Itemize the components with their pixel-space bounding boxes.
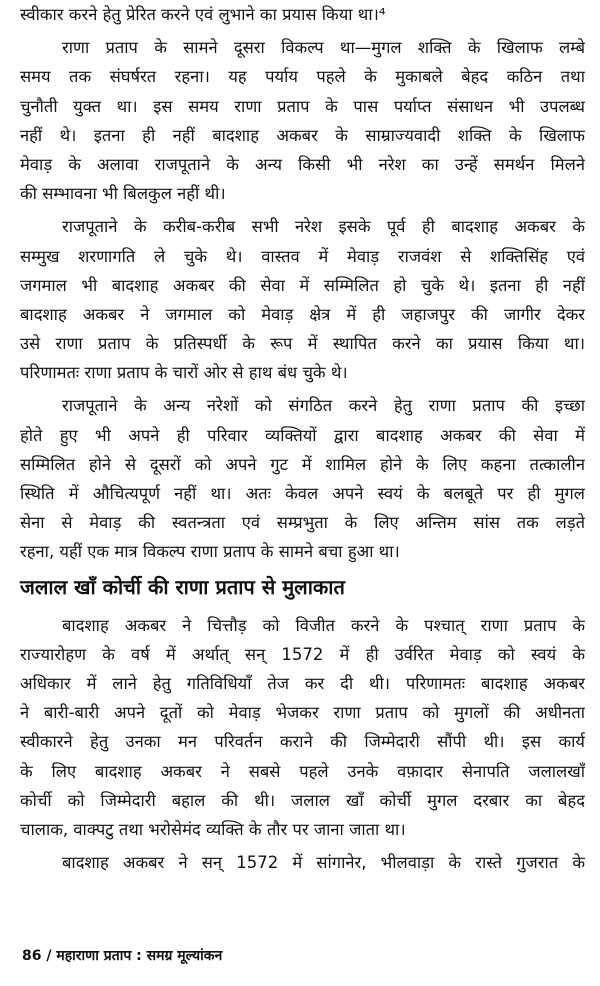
body-text-bottom bbox=[20, 611, 585, 878]
text-line: स्वीकारने हेतु उनका मन परिवर्तन कराने की जिम्मेदारी सौंपी थी। इस कार्य bbox=[20, 732, 585, 752]
text-line: चुनौती युक्त था। इस समय राणा प्रताप के पास पर्याप्त संसाधन भी उपलब्ध bbox=[20, 96, 585, 116]
text-line: समय तक संघर्षरत रहना। यह पर्याय पहले के मुकाबले बेहद कठिन तथा bbox=[20, 67, 585, 87]
text-line: जगमाल भी बादशाह अकबर की सेवा में सम्मिलित हो चुके थे। इतना ही नहीं bbox=[20, 275, 585, 295]
text-line: स्थिति में औचित्यपूर्ण नहीं था। अतः केवल अपने स्वयं के बलबूते पर ही मुगल bbox=[20, 484, 585, 503]
text-line: कोर्ची को जिम्मेदारी बहाल की थी। जलाल खाँ कोर्ची मुगल दरबार का बेहद bbox=[20, 790, 585, 810]
text-line: चालाक, वाक्पटु तथा भरोसेमंद व्यक्ति के तौर पर जाना जाता था। bbox=[20, 819, 406, 839]
text-line: बादशाह अकबर ने सन् 1572 में सांगानेर, भीलवाड़ा के रास्ते गुजरात के bbox=[62, 853, 585, 873]
paragraph bbox=[20, 391, 585, 566]
paragraph bbox=[20, 33, 585, 208]
section-heading: जलाल खाँ कोर्ची की राणा प्रताप से मुलाकात bbox=[20, 574, 345, 599]
text-line: की सम्भावना भी बिलकुल नहीं थी। bbox=[20, 184, 226, 204]
text-line: सेना से मेवाड़ की स्वतन्त्रता एवं सम्प्रभुता के लिए अन्तिम सांस तक लड़ते bbox=[20, 513, 585, 533]
text-line: बादशाह अकबर ने चित्तौड़ को विजीत करने के पश्चात् राणा प्रताप के bbox=[62, 615, 585, 635]
page-footer: 86 / महाराणा प्रताप : समग्र मूल्यांकन bbox=[22, 948, 223, 964]
text-line: अधिकार में लाने हेतु गतिविधियाँ तेज कर दी थी। परिणामतः बादशाह अकबर bbox=[20, 673, 585, 693]
text-line: सम्मुख शरणागति ले चुके थे। वास्तव में मेवाड़ राजवंश से शक्तिसिंह एवं bbox=[20, 246, 585, 266]
text-line: स्वीकार करने हेतु प्रेरित करने एवं लुभाने का प्रयास किया था।⁴ bbox=[20, 5, 386, 24]
text-line: राज्यारोहण के वर्ष में अर्थात् सन् 1572 में ही उर्वरित मेवाड़ को स्वयं के bbox=[20, 644, 585, 664]
text-line: परिणामतः राणा प्रताप के चारों ओर से हाथ बंध चुके थे। bbox=[20, 363, 348, 383]
text-line: सम्मिलित होने से दूसरों को अपने गुट में शामिल होने के लिए कहना तत्कालीन bbox=[20, 454, 585, 474]
text-line: के लिए बादशाह अकबर ने सबसे पहले उनके वफ़ादार सेनापति जलालखाँ bbox=[20, 761, 585, 781]
text-line: होते हुए भी अपने ही परिवार व्यक्तियों द्वारा बादशाह अकबर की सेवा में bbox=[20, 425, 585, 445]
text-line: मेवाड़ के अलावा राजपूताने के अन्य किसी भी नरेश का उन्हें समर्थन मिलने bbox=[20, 154, 585, 174]
text-line: नहीं थे। इतना ही नहीं बादशाह अकबर के साम्राज्यवादी शक्ति के खिलाफ bbox=[20, 125, 585, 145]
body-text-top bbox=[20, 0, 585, 567]
text-line: रहना, यहीं एक मात्र विकल्प राणा प्रताप के सामने बचा हुआ था। bbox=[20, 542, 400, 562]
text-line: बादशाह अकबर ने जगमाल को मेवाड़ क्षेत्र में ही जहाजपुर की जागीर देकर bbox=[20, 304, 585, 324]
text-line: उसे राणा प्रताप के प्रतिस्पर्धी के रूप में स्थापित करने का प्रयास किया था। bbox=[20, 334, 585, 354]
paragraph bbox=[20, 212, 585, 387]
text-line: राणा प्रताप के सामने दूसरा विकल्प था—मुगल शक्ति के खिलाफ लम्बे bbox=[62, 38, 585, 58]
book-page bbox=[20, 0, 585, 877]
text-line: राजपूताने के करीब-करीब सभी नरेश इसके पूर्व ही बादशाह अकबर के bbox=[62, 217, 585, 237]
paragraph bbox=[20, 0, 585, 29]
paragraph bbox=[20, 611, 585, 845]
text-line: ने बारी-बारी अपने दूतों को मेवाड़ भेजकर राणा प्रताप को मुगलों की अधीनता bbox=[20, 703, 585, 723]
paragraph bbox=[20, 848, 585, 877]
text-line: राजपूताने के अन्य नरेशों को संगठित करने हेतु राणा प्रताप की इच्छा bbox=[62, 396, 585, 416]
